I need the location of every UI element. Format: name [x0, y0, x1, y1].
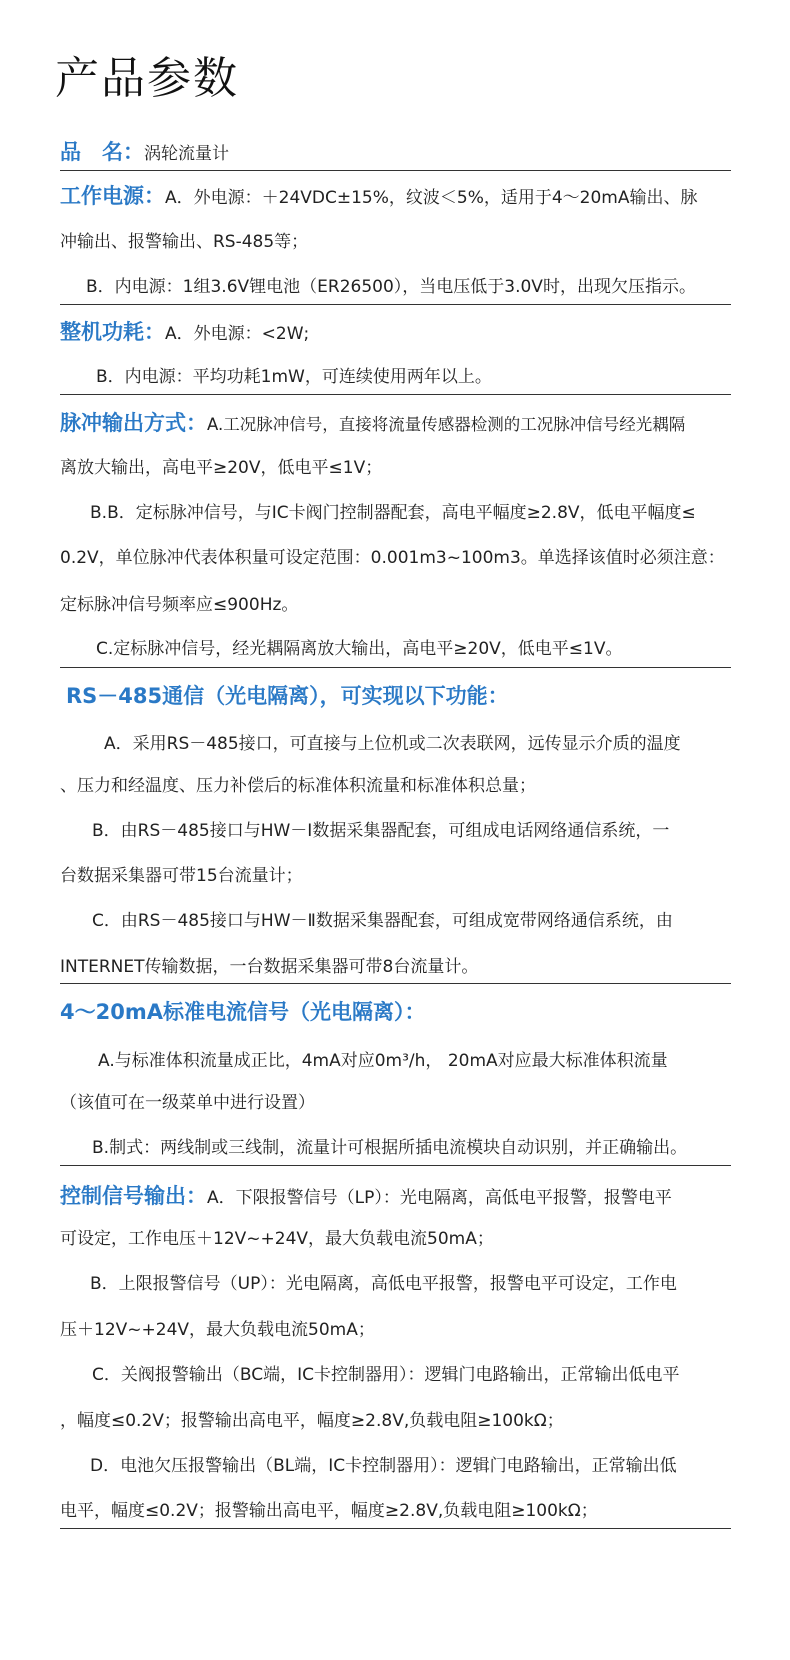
rs485-line: INTERNET传输数据，一台数据采集器可带8台流量计。 [60, 957, 479, 977]
pulse-line: B.B．定标脉冲信号，与IC卡阀门控制器配套，高电平幅度≥2.8V，低电平幅度≤ [90, 503, 696, 523]
rs485-heading: RS－485通信（光电隔离），可实现以下功能： [66, 684, 509, 708]
rs485-line: B．由RS－485接口与HW－Ⅰ数据采集器配套，可组成电话网络通信系统，一 [92, 821, 670, 841]
consumption-label: 整机功耗： [60, 320, 165, 344]
divider [60, 170, 731, 171]
consumption-line: A．外电源：<2W; [165, 324, 310, 344]
control-label: 控制信号输出： [60, 1184, 207, 1208]
control-line: 压＋12V~+24V，最大负载电流50mA； [60, 1320, 375, 1340]
power-line: A．外电源：＋24VDC±15%，纹波＜5%，适用于4～20mA输出、脉 [165, 188, 698, 208]
divider [60, 304, 731, 305]
control-row [60, 1180, 672, 1210]
rs485-line: 、压力和经温度、压力补偿后的标准体积流量和标准体积总量； [60, 776, 536, 796]
product-name-label: 品 名： [60, 140, 144, 164]
pulse-label: 脉冲输出方式： [60, 411, 207, 435]
power-line: 冲输出、报警输出、RS-485等； [60, 232, 309, 252]
current-line: B.制式：两线制或三线制，流量计可根据所插电流模块自动识别，并正确输出。 [92, 1138, 688, 1158]
divider [60, 667, 731, 668]
pulse-line: A.工况脉冲信号，直接将流量传感器检测的工况脉冲信号经光耦隔 [207, 415, 686, 434]
control-line: A．下限报警信号（LP）：光电隔离，高低电平报警，报警电平 [207, 1188, 672, 1208]
pulse-line: 离放大输出，高电平≥20V，低电平≤1V； [60, 458, 383, 478]
consumption-line: B．内电源：平均功耗1mW，可连续使用两年以上。 [96, 367, 492, 387]
pulse-row [60, 407, 685, 437]
power-row [60, 180, 698, 210]
rs485-line: 台数据采集器可带15台流量计； [60, 866, 303, 886]
page-title: 产品参数 [55, 53, 239, 104]
rs485-line: A．采用RS－485接口，可直接与上位机或二次表联网，远传显示介质的温度 [104, 734, 681, 754]
control-line: C．关阀报警输出（BC端，IC卡控制器用）：逻辑门电路输出，正常输出低电平 [92, 1365, 680, 1385]
product-name-row [60, 136, 229, 166]
product-name-value: 涡轮流量计 [144, 144, 229, 164]
power-label: 工作电源： [60, 184, 165, 208]
current-line: A.与标准体积流量成正比，4mA对应0m³/h， 20mA对应最大标准体积流量 [98, 1051, 668, 1071]
rs485-line: C．由RS－485接口与HW－Ⅱ数据采集器配套，可组成宽带网络通信系统，由 [92, 911, 673, 931]
control-line: B．上限报警信号（UP）：光电隔离，高低电平报警，报警电平可设定，工作电 [90, 1274, 677, 1294]
power-line: B．内电源：1组3.6V锂电池（ER26500），当电压低于3.0V时，出现欠压指示。 [86, 277, 696, 297]
control-line: ，幅度≤0.2V；报警输出高电平，幅度≥2.8V,负载电阻≥100kΩ； [60, 1411, 564, 1431]
divider [60, 983, 731, 984]
current-line: （该值可在一级菜单中进行设置） [60, 1093, 315, 1113]
pulse-line: 定标脉冲信号频率应≤900Hz。 [60, 595, 299, 615]
divider [60, 394, 731, 395]
pulse-line: 0.2V，单位脉冲代表体积量可设定范围：0.001m3~100m3。单选择该值时必须注意： [60, 548, 725, 568]
pulse-line: C.定标脉冲信号，经光耦隔离放大输出，高电平≥20V，低电平≤1V。 [96, 639, 623, 659]
divider [60, 1165, 731, 1166]
current-heading: 4～20mA标准电流信号（光电隔离）： [60, 1000, 426, 1024]
control-line: D．电池欠压报警输出（BL端，IC卡控制器用）：逻辑门电路输出，正常输出低 [90, 1456, 677, 1476]
control-line: 电平，幅度≤0.2V；报警输出高电平，幅度≥2.8V,负载电阻≥100kΩ； [60, 1501, 598, 1521]
divider [60, 1528, 731, 1529]
control-line: 可设定，工作电压＋12V~+24V，最大负载电流50mA； [60, 1229, 494, 1249]
consumption-row [60, 316, 309, 346]
